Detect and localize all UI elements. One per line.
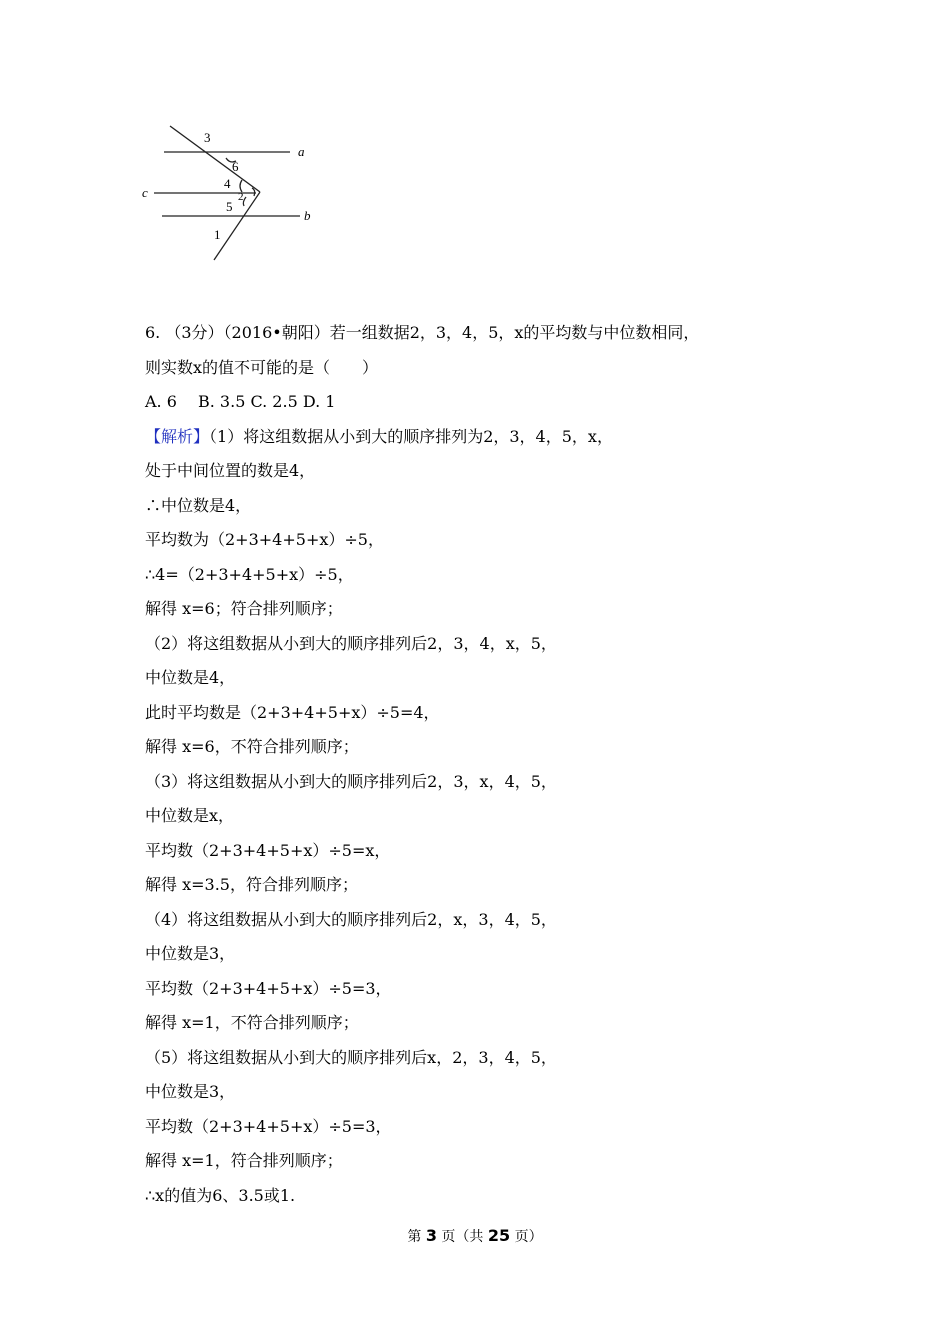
label-1: 1 [214, 227, 221, 242]
label-6: 6 [232, 159, 239, 174]
angle-arc-5 [243, 197, 246, 206]
analysis-line: 中位数是3， [145, 944, 236, 963]
label-b: b [304, 208, 311, 223]
analysis-line: 平均数为（2+3+4+5+x）÷5， [145, 530, 384, 549]
analysis-line: 解得 x=3.5，符合排列顺序； [145, 875, 358, 894]
analysis-line: 中位数是x， [145, 806, 235, 825]
analysis-line: 此时平均数是（2+3+4+5+x）÷5=4， [145, 702, 440, 722]
analysis-line: （5）将这组数据从小到大的顺序排列后x，2，3，4，5， [145, 1047, 557, 1067]
analysis-line: 处于中间位置的数是4， [145, 461, 316, 480]
analysis-line: 解得 x=6；符合排列顺序； [145, 599, 343, 618]
label-3: 3 [204, 130, 211, 145]
analysis-step-1-heading: （1）将这组数据从小到大的顺序排列为2，3，4，5，x， [209, 426, 613, 446]
transversal-upper [170, 126, 260, 192]
label-c: c [142, 185, 148, 200]
analysis-first-line [145, 420, 825, 455]
analysis-conclusion: ∴x的值为6、3.5或1. [145, 1185, 296, 1205]
label-5: 5 [226, 199, 233, 214]
analysis-line: ∴4=（2+3+4+5+x）÷5， [145, 564, 354, 584]
geometry-figure [138, 118, 328, 266]
analysis-line: 平均数（2+3+4+5+x）÷5=x， [145, 840, 391, 860]
analysis-line: （2）将这组数据从小到大的顺序排列后2，3，4，x，5， [145, 633, 557, 653]
footer-middle: 页（共 [436, 1229, 488, 1245]
analysis-line: 解得 x=6，不符合排列顺序； [145, 737, 359, 756]
analysis-line: 平均数（2+3+4+5+x）÷5=3， [145, 1116, 392, 1136]
footer-prefix: 第 [407, 1229, 426, 1245]
analysis-line: ∴中位数是4， [145, 495, 252, 515]
answer-options: A. 6 B. 3.5 C. 2.5 D. 1 [145, 392, 336, 411]
transversal-lower [214, 192, 260, 260]
label-4: 4 [224, 176, 231, 191]
label-2: 2 [238, 191, 244, 203]
analysis-line: （3）将这组数据从小到大的顺序排列后2，3，x，4，5， [145, 771, 557, 791]
analysis-line: 解得 x=1，不符合排列顺序； [145, 1013, 359, 1032]
parallel-lines-diagram [138, 118, 328, 266]
analysis-line: 中位数是3， [145, 1082, 236, 1101]
question-block [145, 316, 825, 1213]
analysis-tag: 【解析】 [145, 426, 210, 446]
label-a: a [298, 144, 305, 159]
footer-suffix: 页） [510, 1229, 543, 1245]
total-page-number: 25 [487, 1226, 511, 1245]
analysis-line: （4）将这组数据从小到大的顺序排列后2，x，3，4，5， [145, 909, 557, 929]
page-footer [0, 1226, 950, 1246]
analysis-line: 中位数是4， [145, 668, 236, 687]
analysis-line: 平均数（2+3+4+5+x）÷5=3， [145, 978, 392, 998]
analysis-line: 解得 x=1，符合排列顺序； [145, 1151, 343, 1170]
question-stem-line1: 6. （3分）（2016•朝阳）若一组数据2，3，4，5，x的平均数与中位数相同， [145, 323, 700, 342]
current-page-number: 3 [425, 1226, 437, 1245]
angle-arc-2 [252, 188, 255, 196]
question-stem-line2: 则实数x的值不可能的是（ ） [145, 357, 379, 377]
